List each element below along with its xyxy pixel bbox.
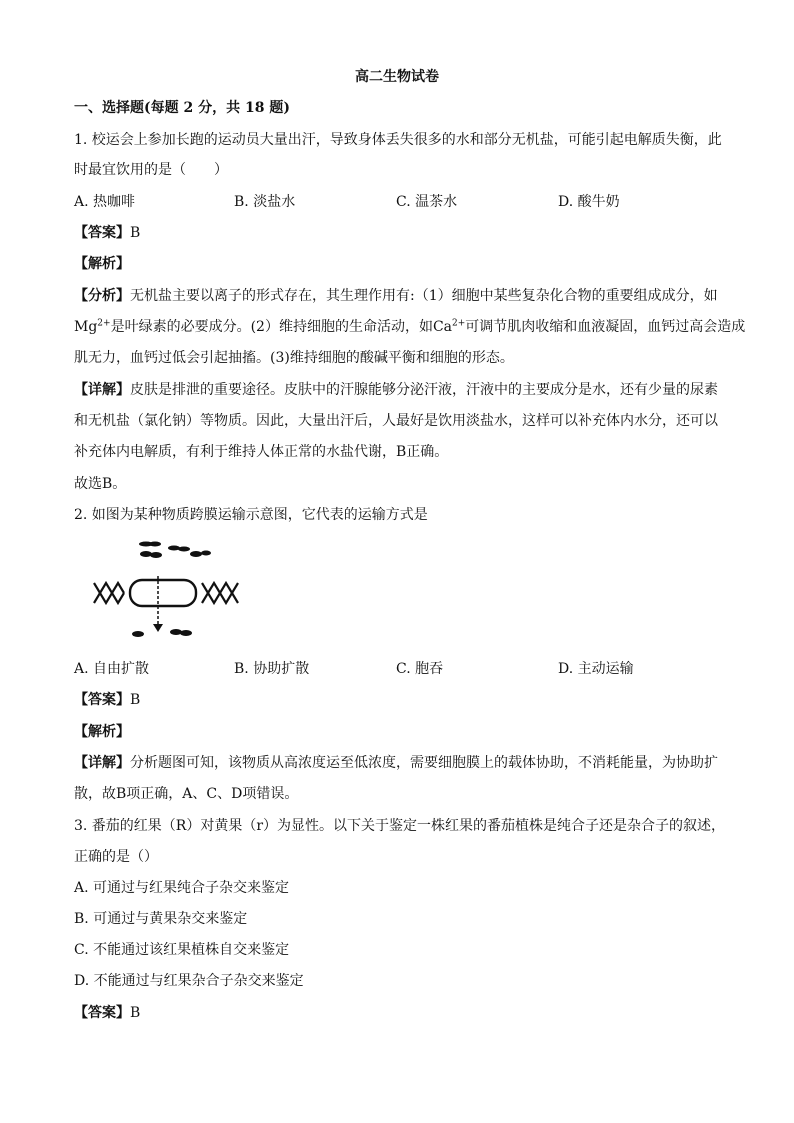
q1-stem-line2: 时最宜饮用的是（ ） <box>74 162 228 178</box>
fenxi-tag: 【分析】 <box>74 288 130 304</box>
q1-detail-line2: 和无机盐（氯化钠）等物质。因此，大量出汗后，人最好是饮用淡盐水，这样可以补充体内水分，还可以 <box>74 413 718 429</box>
molecule-group-bottom <box>132 629 192 637</box>
page-title: 高二生物试卷 <box>355 69 439 85</box>
molecule-shape <box>178 547 190 552</box>
molecule-shape <box>140 551 152 557</box>
q1-stem-line1: 1. 校运会上参加长跑的运动员大量出汗，导致身体丢失很多的水和部分无机盐，可能引起电解质失衡，此 <box>74 132 722 148</box>
q1-fenxi-line1 <box>74 286 734 306</box>
q2-detail-line2: 散，故B项正确，A、C、D项错误。 <box>74 786 299 802</box>
molecule-shape <box>180 630 192 636</box>
molecule-shape <box>168 546 180 551</box>
q1-answer <box>74 223 734 243</box>
carrier-protein <box>130 580 196 606</box>
detail-tag: 【详解】 <box>74 755 130 771</box>
q1-option-a: A. 热咖啡 <box>74 194 136 210</box>
q1-option-c: C. 温茶水 <box>396 194 458 210</box>
lipid-zigzag <box>94 583 124 593</box>
section-heading: 一、选择题(每题 2 分，共 18 题) <box>74 100 290 116</box>
answer-tag: 【答案】 <box>74 225 130 241</box>
ca-charge: 2+ <box>452 318 466 329</box>
fenxi-text: 无机盐主要以离子的形式存在，其生理作用有:（1）细胞中某些复杂化合物的重要组成成分，如 <box>130 288 718 304</box>
answer-tag: 【答案】 <box>74 1005 130 1021</box>
membrane-transport-figure <box>92 540 252 640</box>
q3-option-d: D. 不能通过与红果杂合子杂交来鉴定 <box>74 973 304 989</box>
molecule-shape <box>149 542 161 547</box>
q2-answer <box>74 690 734 710</box>
q1-conclusion: 故选B。 <box>74 476 127 492</box>
q1-analysis-title: 【解析】 <box>74 256 130 272</box>
q1-fenxi-line2 <box>74 317 746 337</box>
q3-stem-line2: 正确的是（） <box>74 849 158 865</box>
q3-option-b: B. 可通过与黄果杂交来鉴定 <box>74 911 248 927</box>
molecule-shape <box>201 551 211 556</box>
q2-stem: 2. 如图为某种物质跨膜运输示意图，它代表的运输方式是 <box>74 507 428 523</box>
q3-option-a: A. 可通过与红果纯合子杂交来鉴定 <box>74 880 290 896</box>
q1-detail-line3: 补充体内电解质，有利于维持人体正常的水盐代谢，B正确。 <box>74 444 449 460</box>
lipid-zigzag <box>202 593 238 603</box>
q3-stem-line1: 3. 番茄的红果（R）对黄果（r）为显性。以下关于鉴定一株红果的番茄植株是纯合子还是杂合子的叙述， <box>74 818 726 834</box>
molecule-group-top <box>139 542 211 559</box>
molecule-shape <box>150 552 162 558</box>
detail-tag: 【详解】 <box>74 382 130 398</box>
q2-analysis-title: 【解析】 <box>74 724 130 740</box>
q2-option-b: B. 协助扩散 <box>234 661 310 677</box>
molecule-shape <box>170 629 182 635</box>
mg-text: Mg <box>74 319 98 335</box>
answer-value: B <box>130 225 141 241</box>
arrow-down-icon <box>153 624 163 632</box>
q3-answer <box>74 1003 734 1023</box>
q2-option-c: C. 胞吞 <box>396 661 444 677</box>
detail-text: 皮肤是排泄的重要途径。皮肤中的汗腺能够分泌汗液，汗液中的主要成分是水，还有少量的尿素 <box>130 382 718 398</box>
q3-option-c: C. 不能通过该红果植株自交来鉴定 <box>74 942 290 958</box>
q1-option-b: B. 淡盐水 <box>234 194 296 210</box>
q2-option-a: A. 自由扩散 <box>74 661 150 677</box>
q2-detail-line1 <box>74 753 734 773</box>
membrane-left <box>94 583 124 603</box>
answer-tag: 【答案】 <box>74 692 130 708</box>
q1-detail-line1 <box>74 380 734 400</box>
molecule-shape <box>190 551 202 557</box>
molecule-shape <box>132 631 144 637</box>
q1-fenxi-line3: 肌无力，血钙过低会引起抽搐。(3)维持细胞的酸碱平衡和细胞的形态。 <box>74 350 514 366</box>
answer-value: B <box>130 692 141 708</box>
q2-option-d: D. 主动运输 <box>558 661 634 677</box>
mg-charge: 2+ <box>97 318 111 329</box>
detail-text: 分析题图可知，该物质从高浓度运至低浓度，需要细胞膜上的载体协助，不消耗能量，为协助扩 <box>130 755 718 771</box>
q1-option-d: D. 酸牛奶 <box>558 194 620 210</box>
fenxi-text: 是叶绿素的必要成分。(2）维持细胞的生命活动，如Ca <box>110 319 453 335</box>
fenxi-text: 可调节肌肉收缩和血液凝固，血钙过高会造成 <box>465 319 746 335</box>
answer-value: B <box>130 1005 141 1021</box>
membrane-right <box>202 583 238 603</box>
lipid-zigzag <box>94 593 124 603</box>
